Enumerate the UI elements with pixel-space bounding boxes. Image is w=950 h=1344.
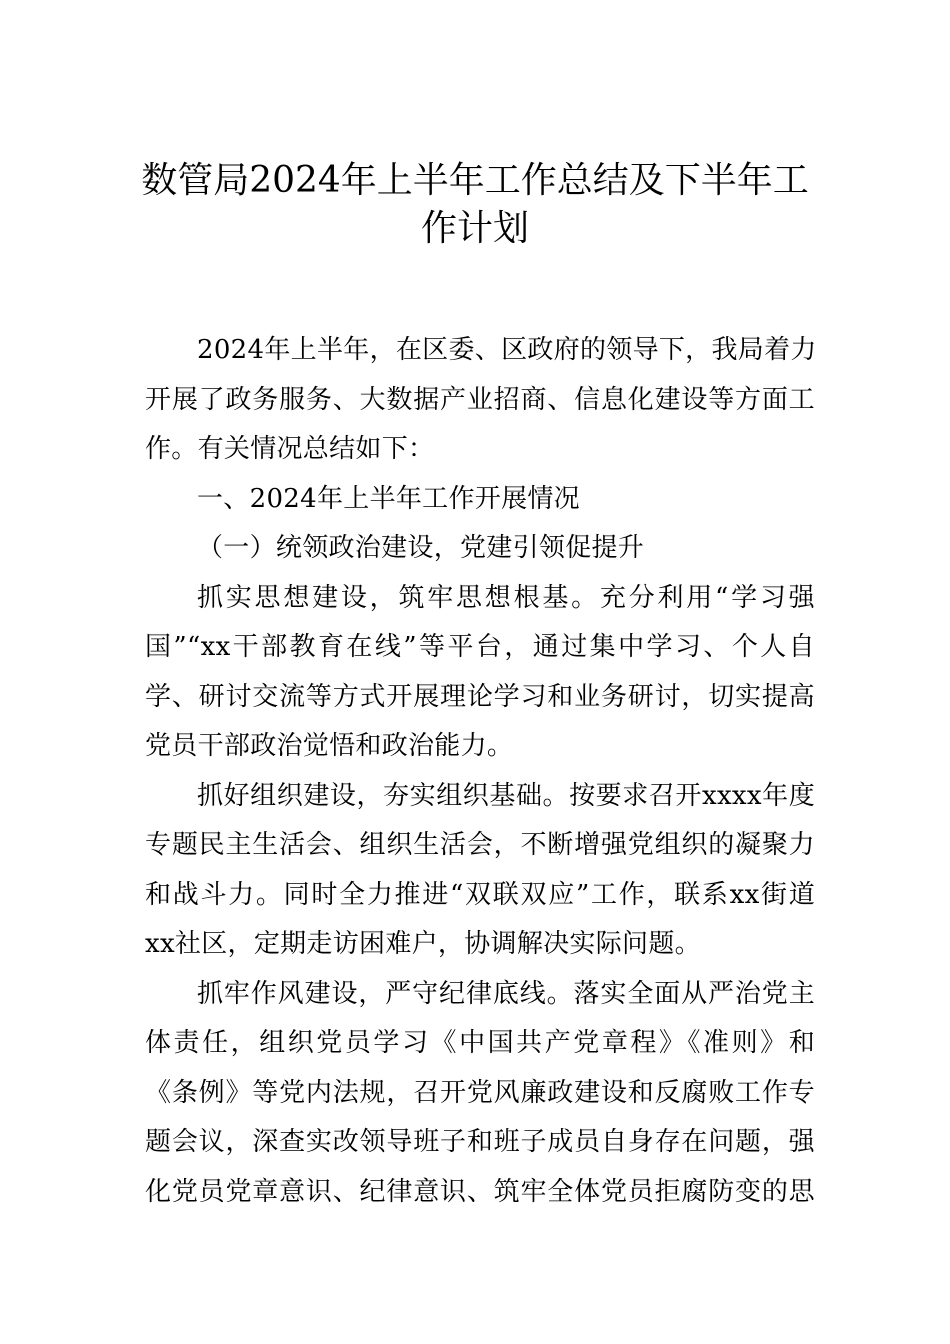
document-title-line-1: 数管局2024年上半年工作总结及下半年工	[141, 160, 809, 201]
paragraph-3-line-5: 化党员党章意识、纪律意识、筑牢全体党员拒腐防变的思	[145, 1176, 815, 1207]
paragraph-2-line-2: 专题民主生活会、组织生活会，不断增强党组织的凝聚力	[145, 830, 815, 860]
paragraph-3-line-4: 题会议，深查实改领导班子和班子成员自身存在问题，强	[145, 1127, 815, 1157]
paragraph-1-line-4: 党员干部政治觉悟和政治能力。	[145, 731, 514, 761]
paragraph-1-line-3: 学、研讨交流等方式开展理论学习和业务研讨，切实提高	[145, 681, 815, 712]
intro-line-1: 2024年上半年，在区委、区政府的领导下，我局着力	[197, 335, 817, 365]
paragraph-3-line-3: 《条例》等党内法规，召开党风廉政建设和反腐败工作专	[145, 1077, 815, 1108]
subsection-heading: （一）统领政治建设，党建引领促提升	[197, 533, 645, 563]
intro-line-3: 作。有关情况总结如下：	[145, 434, 435, 464]
paragraph-2-line-3: 和战斗力。同时全力推进“双联双应”工作，联系xx街道	[145, 879, 815, 910]
paragraph-2-line-1: 抓好组织建设，夯实组织基础。按要求召开xxxx年度	[197, 780, 815, 811]
document-title-line-2: 作计划	[420, 208, 529, 249]
paragraph-1-line-1: 抓实思想建设，筑牢思想根基。充分利用“学习强	[197, 582, 815, 613]
paragraph-3-line-1: 抓牢作风建设，严守纪律底线。落实全面从严治党主	[197, 978, 815, 1009]
paragraph-1-line-2: 国”“xx干部教育在线”等平台，通过集中学习、个人自	[145, 632, 815, 662]
paragraph-2-line-4: xx社区，定期走访困难户，协调解决实际问题。	[145, 929, 701, 959]
intro-line-2: 开展了政务服务、大数据产业招商、信息化建设等方面工	[145, 384, 815, 415]
section-heading: 一、2024年上半年工作开展情况	[197, 483, 580, 514]
document-body	[145, 326, 815, 1217]
paragraph-3-line-2: 体责任，组织党员学习《中国共产党章程》《准则》和	[145, 1028, 815, 1058]
